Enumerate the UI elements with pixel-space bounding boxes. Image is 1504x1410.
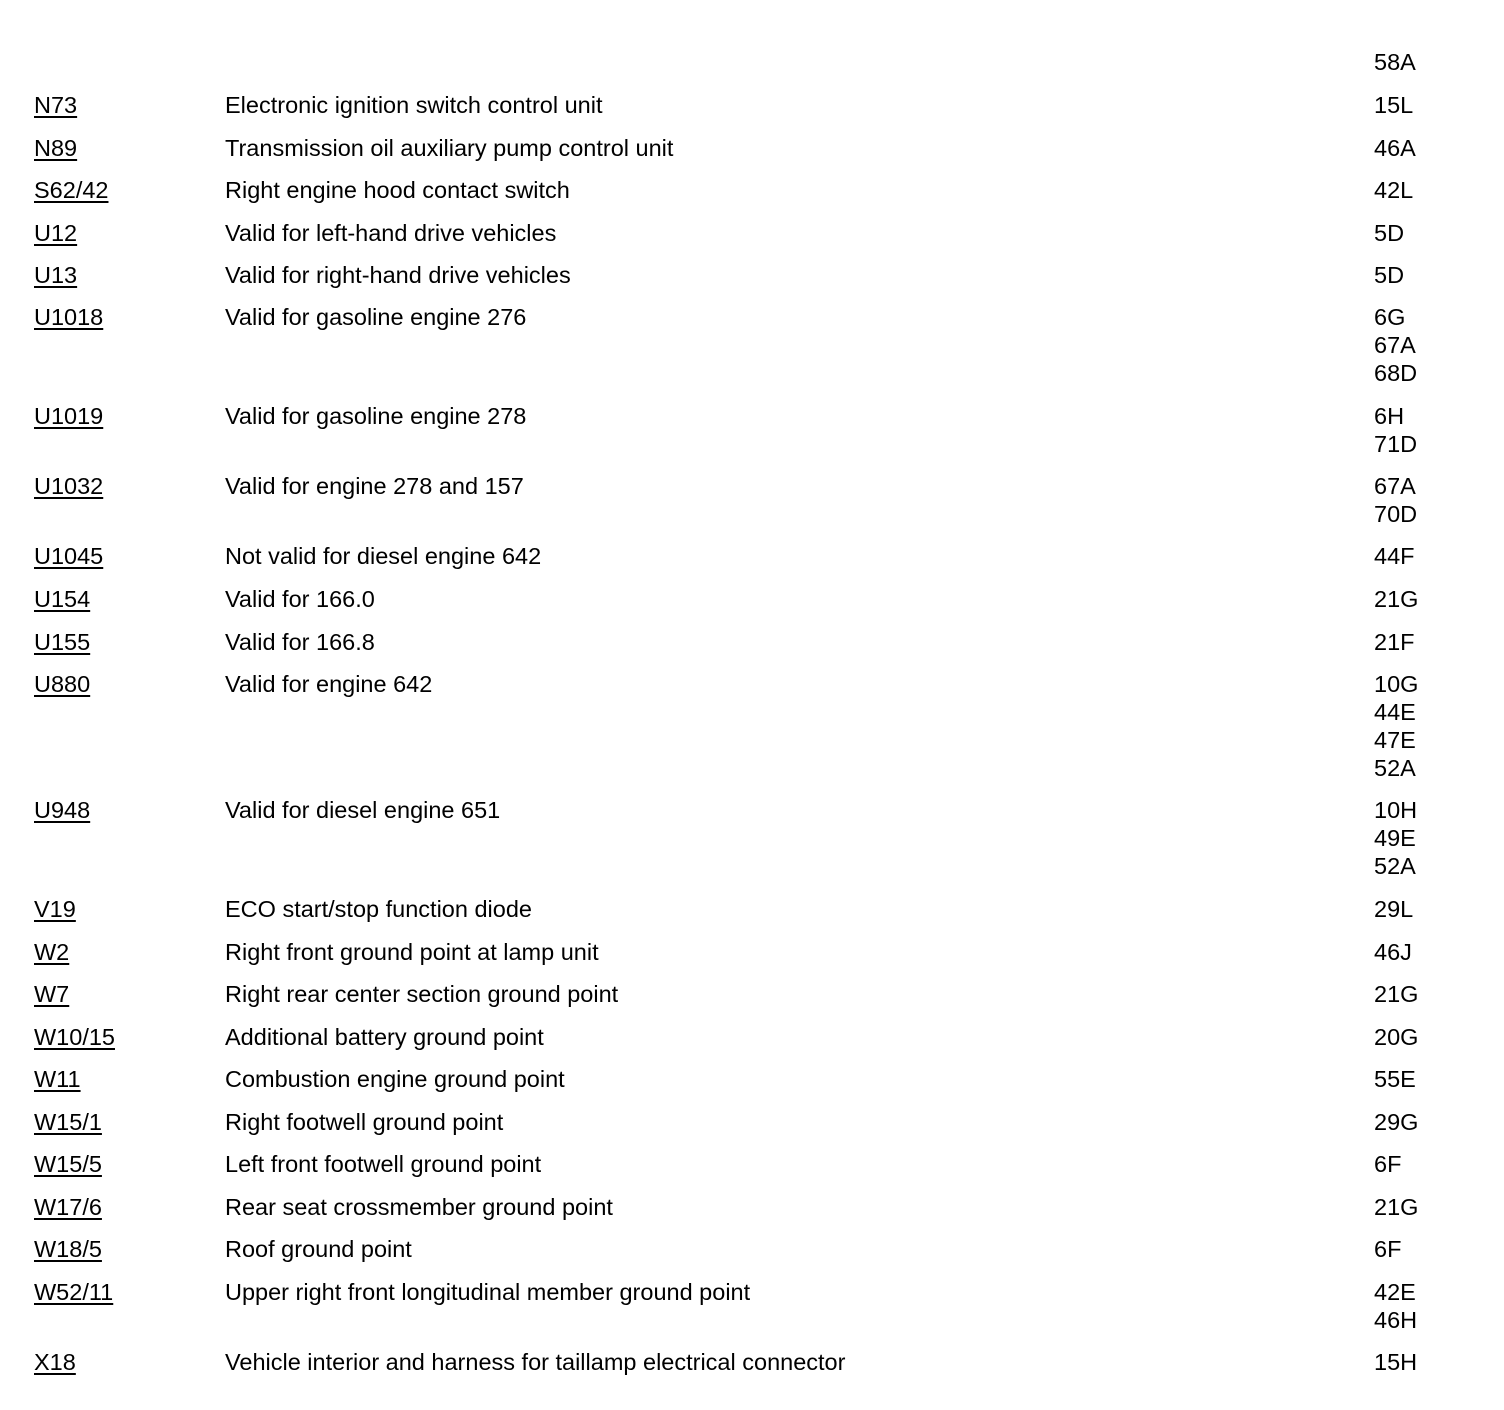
grid-reference: 5D	[1374, 220, 1405, 246]
grid-reference: 67A	[1374, 473, 1416, 499]
grid-reference: 6G	[1374, 304, 1406, 330]
component-description: Valid for 166.8	[225, 629, 375, 655]
component-code-link[interactable]: W7	[34, 981, 70, 1007]
component-description: ECO start/stop function diode	[225, 896, 532, 922]
grid-reference: 55E	[1374, 1066, 1416, 1092]
component-code-link[interactable]: U1032	[34, 473, 104, 499]
component-description: Right front ground point at lamp unit	[225, 939, 599, 965]
grid-reference: 52A	[1374, 853, 1416, 879]
grid-reference: 20G	[1374, 1024, 1419, 1050]
component-description: Transmission oil auxiliary pump control unit	[225, 135, 674, 161]
component-description: Right engine hood contact switch	[225, 177, 570, 203]
ref-list	[1374, 796, 1417, 880]
ref-list	[1374, 938, 1412, 966]
component-description: Right rear center section ground point	[225, 981, 619, 1007]
ref-list	[1374, 48, 1416, 76]
component-code-link[interactable]: W2	[34, 939, 70, 965]
ref-list	[1374, 261, 1404, 289]
component-description: Upper right front longitudinal member ground point	[225, 1279, 751, 1305]
component-code-link[interactable]: W52/11	[34, 1279, 114, 1305]
ref-list	[1374, 1278, 1417, 1334]
component-description: Valid for left-hand drive vehicles	[225, 220, 557, 246]
component-code-link[interactable]: V19	[34, 896, 76, 922]
grid-reference: 58A	[1374, 49, 1416, 75]
ref-list	[1374, 980, 1418, 1008]
component-description: Roof ground point	[225, 1236, 412, 1262]
grid-reference: 52A	[1374, 755, 1416, 781]
ref-list	[1374, 895, 1413, 923]
grid-reference: 67A	[1374, 332, 1416, 358]
grid-reference: 6H	[1374, 403, 1405, 429]
component-code-link[interactable]: U154	[34, 586, 91, 612]
component-code-link[interactable]: N89	[34, 135, 78, 161]
component-code-link[interactable]: W10/15	[34, 1024, 115, 1050]
component-description: Valid for engine 642	[225, 671, 433, 697]
ref-list	[1374, 1348, 1417, 1376]
grid-reference: 10G	[1374, 671, 1419, 697]
ref-list	[1374, 1235, 1401, 1263]
component-description: Left front footwell ground point	[225, 1151, 542, 1177]
ref-list	[1374, 303, 1417, 387]
component-code-link[interactable]: W17/6	[34, 1194, 102, 1220]
grid-reference: 70D	[1374, 501, 1418, 527]
component-code-link[interactable]: W15/1	[34, 1109, 102, 1135]
component-code-link[interactable]: U13	[34, 262, 78, 288]
grid-reference: 46J	[1374, 939, 1412, 965]
grid-reference: 68D	[1374, 360, 1418, 386]
grid-reference: 6F	[1374, 1151, 1402, 1177]
grid-reference: 21G	[1374, 981, 1419, 1007]
component-code-link[interactable]: X18	[34, 1349, 76, 1375]
component-code-link[interactable]: U880	[34, 671, 91, 697]
component-description: Valid for right-hand drive vehicles	[225, 262, 571, 288]
ref-list	[1374, 670, 1418, 782]
ref-list	[1374, 472, 1417, 528]
component-code-link[interactable]: U1045	[34, 543, 104, 569]
component-description: Vehicle interior and harness for taillamp electrical connector	[225, 1349, 846, 1375]
component-description: Valid for diesel engine 651	[225, 797, 501, 823]
ref-list	[1374, 1150, 1401, 1178]
component-description: Valid for gasoline engine 278	[225, 403, 527, 429]
ref-list	[1374, 1065, 1416, 1093]
grid-reference: 44E	[1374, 699, 1416, 725]
grid-reference: 5D	[1374, 262, 1405, 288]
ref-list	[1374, 628, 1415, 656]
component-code-link[interactable]: U1018	[34, 304, 104, 330]
grid-reference: 42L	[1374, 177, 1414, 203]
ref-list	[1374, 542, 1415, 570]
grid-reference: 47E	[1374, 727, 1416, 753]
ref-list	[1374, 134, 1416, 162]
component-code-link[interactable]: S62/42	[34, 177, 109, 203]
component-description: Right footwell ground point	[225, 1109, 504, 1135]
grid-reference: 46A	[1374, 135, 1416, 161]
component-code-link[interactable]: W11	[34, 1066, 81, 1092]
ref-list	[1374, 1023, 1418, 1051]
component-code-link[interactable]: W18/5	[34, 1236, 102, 1262]
ref-list	[1374, 219, 1404, 247]
grid-reference: 6F	[1374, 1236, 1402, 1262]
grid-reference: 21G	[1374, 586, 1419, 612]
grid-reference: 29L	[1374, 896, 1414, 922]
grid-reference: 29G	[1374, 1109, 1419, 1135]
component-description: Additional battery ground point	[225, 1024, 544, 1050]
component-code-link[interactable]: U155	[34, 629, 91, 655]
component-code-link[interactable]: U12	[34, 220, 78, 246]
grid-reference: 44F	[1374, 543, 1415, 569]
grid-reference: 71D	[1374, 431, 1418, 457]
component-code-link[interactable]: W15/5	[34, 1151, 102, 1177]
grid-reference: 15L	[1374, 92, 1414, 118]
ref-list	[1374, 176, 1413, 204]
ref-list	[1374, 91, 1413, 119]
grid-reference: 46H	[1374, 1307, 1418, 1333]
grid-reference: 10H	[1374, 797, 1418, 823]
component-description: Valid for gasoline engine 276	[225, 304, 527, 330]
component-code-link[interactable]: U948	[34, 797, 91, 823]
component-description: Valid for 166.0	[225, 586, 375, 612]
component-description: Valid for engine 278 and 157	[225, 473, 524, 499]
grid-reference: 15H	[1374, 1349, 1418, 1375]
component-description: Not valid for diesel engine 642	[225, 543, 542, 569]
component-description: Rear seat crossmember ground point	[225, 1194, 613, 1220]
component-code-link[interactable]: U1019	[34, 403, 104, 429]
component-description: Electronic ignition switch control unit	[225, 92, 603, 118]
component-description: Combustion engine ground point	[225, 1066, 565, 1092]
ref-list	[1374, 585, 1418, 613]
ref-list	[1374, 1193, 1418, 1221]
grid-reference: 49E	[1374, 825, 1416, 851]
grid-reference: 42E	[1374, 1279, 1416, 1305]
grid-reference: 21F	[1374, 629, 1415, 655]
grid-reference: 21G	[1374, 1194, 1419, 1220]
ref-list	[1374, 1108, 1418, 1136]
ref-list	[1374, 402, 1417, 458]
component-code-link[interactable]: N73	[34, 92, 78, 118]
